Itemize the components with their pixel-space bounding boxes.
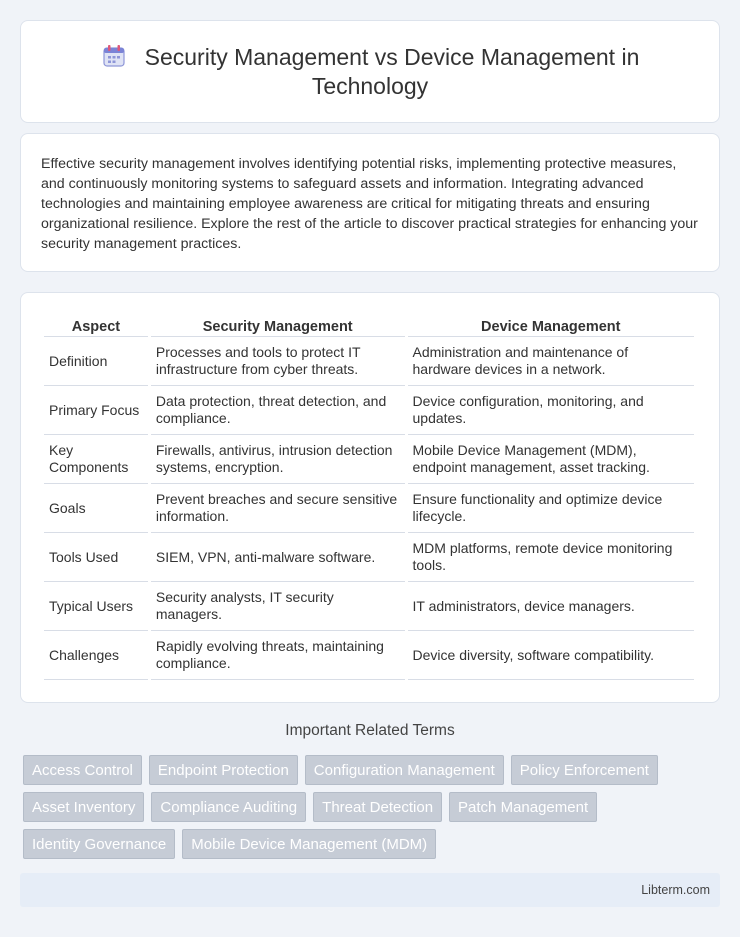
row-security-value: Rapidly evolving threats, maintaining compliance. xyxy=(151,631,405,680)
row-device-value: Administration and maintenance of hardware devices in a network. xyxy=(408,337,694,386)
table-row xyxy=(44,484,694,533)
tag-policy-enforcement[interactable]: Policy Enforcement xyxy=(511,755,658,785)
row-aspect: Typical Users xyxy=(44,582,148,631)
header-security-management: Security Management xyxy=(151,313,405,337)
tag-row xyxy=(23,829,723,859)
tag-patch-management[interactable]: Patch Management xyxy=(449,792,597,822)
row-device-value: Mobile Device Management (MDM), endpoint management, asset tracking. xyxy=(408,435,694,484)
tag-threat-detection[interactable]: Threat Detection xyxy=(313,792,442,822)
comparison-table-card xyxy=(20,292,720,703)
tag-row xyxy=(23,792,723,822)
row-security-value: Prevent breaches and secure sensitive information. xyxy=(151,484,405,533)
tag-access-control[interactable]: Access Control xyxy=(23,755,142,785)
row-aspect: Challenges xyxy=(44,631,148,680)
tag-identity-governance[interactable]: Identity Governance xyxy=(23,829,175,859)
header-device-management: Device Management xyxy=(408,313,694,337)
footer xyxy=(20,873,720,907)
tag-mobile-device-management[interactable]: Mobile Device Management (MDM) xyxy=(182,829,436,859)
tag-row xyxy=(23,755,723,785)
row-aspect: Primary Focus xyxy=(44,386,148,435)
row-device-value: Device diversity, software compatibility. xyxy=(408,631,694,680)
calendar-icon xyxy=(101,43,127,69)
tag-compliance-auditing[interactable]: Compliance Auditing xyxy=(151,792,306,822)
table-row xyxy=(44,582,694,631)
tag-endpoint-protection[interactable]: Endpoint Protection xyxy=(149,755,298,785)
related-terms-tags xyxy=(23,755,723,866)
row-device-value: Ensure functionality and optimize device lifecycle. xyxy=(408,484,694,533)
row-aspect: Key Components xyxy=(44,435,148,484)
row-security-value: Processes and tools to protect IT infrastructure from cyber threats. xyxy=(151,337,405,386)
title-card xyxy=(20,20,720,123)
footer-brand-link[interactable]: Libterm.com xyxy=(641,883,710,897)
intro-card xyxy=(20,133,720,272)
table-header-row xyxy=(44,313,694,337)
intro-paragraph: Effective security management involves identifying potential risks, implementing protective measures, and continuously monitoring systems to safeguard assets and information. Integrating advanced technologies and maintaining employee awareness are critical for mitigating threats and ensuring organizational resilience. Explore the rest of the article to discover practical strategies for enhancing your security management practices. xyxy=(41,156,698,252)
tag-asset-inventory[interactable]: Asset Inventory xyxy=(23,792,144,822)
page-title: Security Management vs Device Management in Technology xyxy=(144,43,640,99)
row-security-value: Data protection, threat detection, and compliance. xyxy=(151,386,405,435)
comparison-table xyxy=(41,313,697,680)
tag-configuration-management[interactable]: Configuration Management xyxy=(305,755,504,785)
table-row xyxy=(44,631,694,680)
table-row xyxy=(44,337,694,386)
row-device-value: IT administrators, device managers. xyxy=(408,582,694,631)
page-title-wrap xyxy=(21,43,719,101)
row-device-value: MDM platforms, remote device monitoring tools. xyxy=(408,533,694,582)
row-aspect: Definition xyxy=(44,337,148,386)
row-security-value: Firewalls, antivirus, intrusion detection systems, encryption. xyxy=(151,435,405,484)
row-security-value: Security analysts, IT security managers. xyxy=(151,582,405,631)
row-security-value: SIEM, VPN, anti-malware software. xyxy=(151,533,405,582)
related-terms-title: Important Related Terms xyxy=(285,722,455,739)
row-device-value: Device configuration, monitoring, and updates. xyxy=(408,386,694,435)
table-row xyxy=(44,435,694,484)
table-row xyxy=(44,533,694,582)
row-aspect: Goals xyxy=(44,484,148,533)
row-aspect: Tools Used xyxy=(44,533,148,582)
header-aspect: Aspect xyxy=(44,313,148,337)
table-row xyxy=(44,386,694,435)
